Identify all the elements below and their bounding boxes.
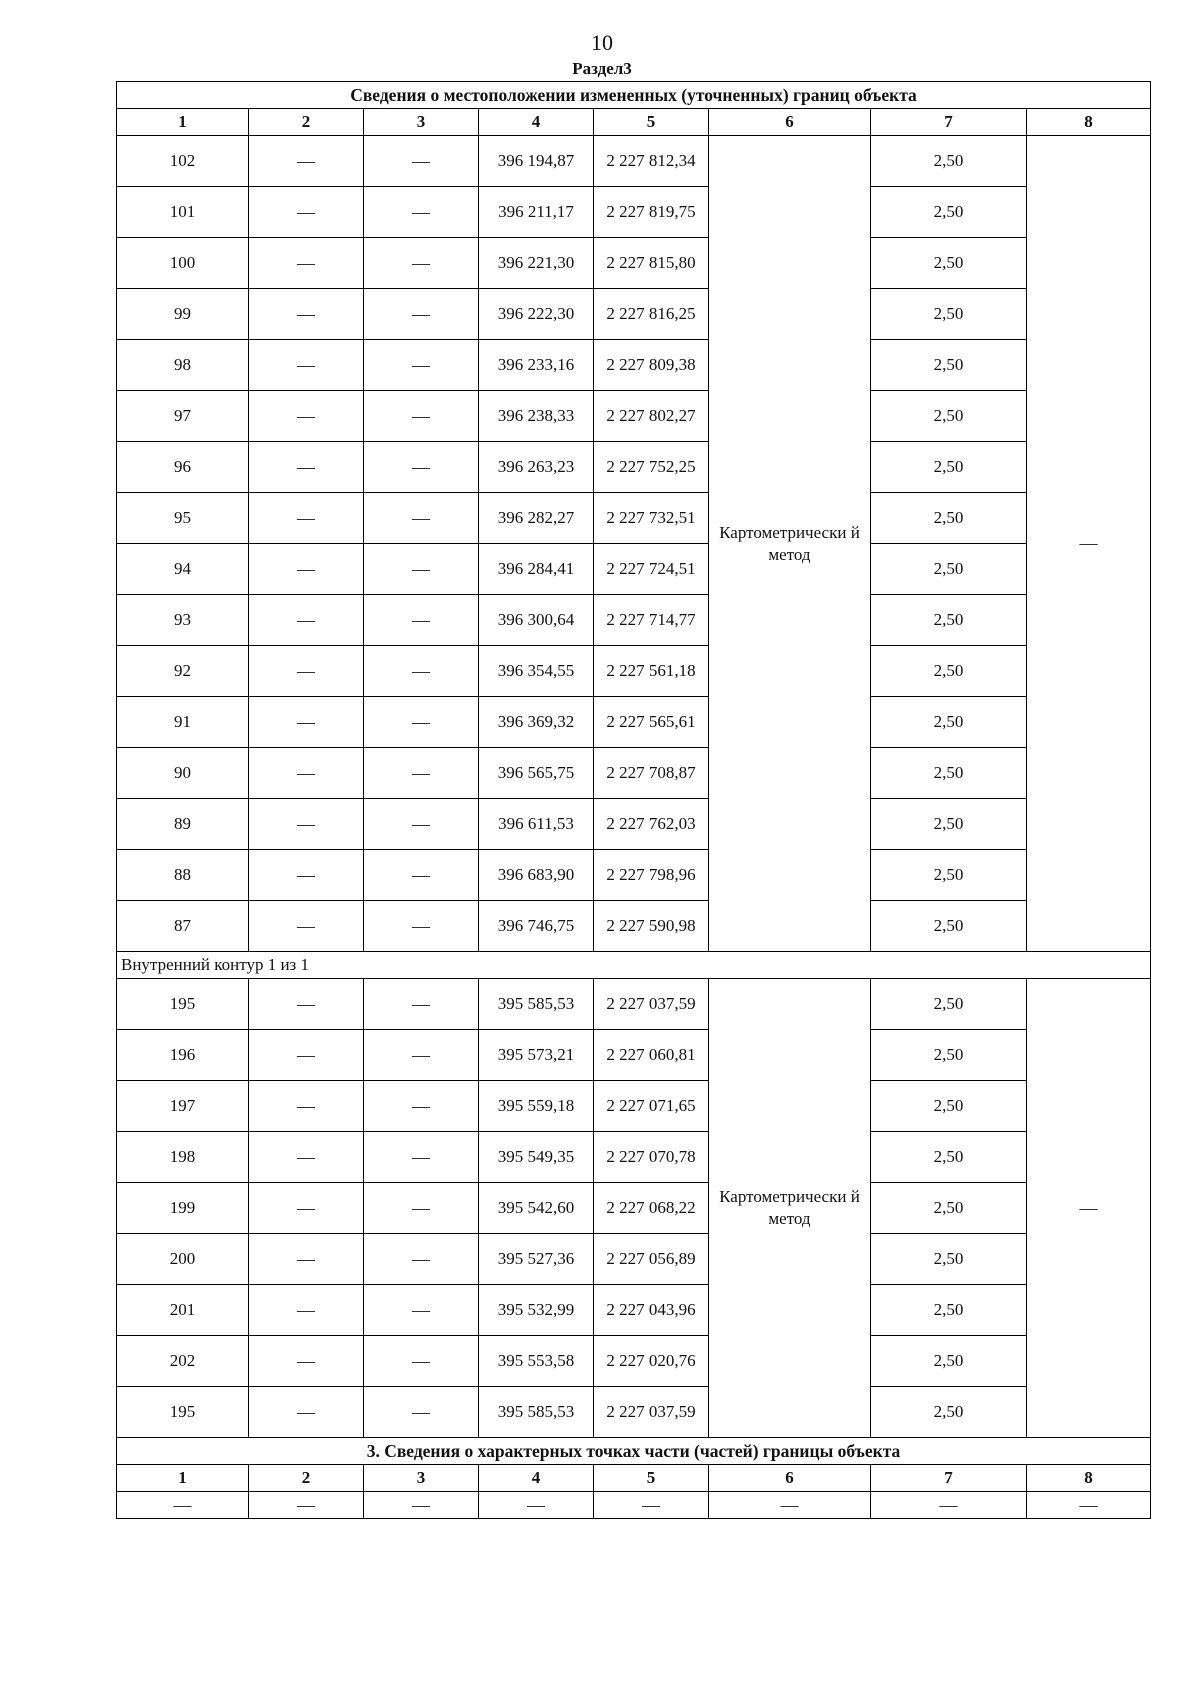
point-number: 201 (117, 1285, 249, 1336)
boundary-table (116, 81, 1151, 1519)
point-number: 200 (117, 1234, 249, 1285)
table-row (117, 544, 1151, 595)
accuracy-value: 2,50 (871, 1030, 1027, 1081)
table-row (117, 1132, 1151, 1183)
col3-value: — (364, 850, 479, 901)
point-number: 199 (117, 1183, 249, 1234)
accuracy-value: 2,50 (871, 697, 1027, 748)
empty-cell: — (364, 1492, 479, 1519)
table1-title-row (117, 82, 1151, 109)
x-coordinate: 395 585,53 (479, 1387, 594, 1438)
col3-value: — (364, 1081, 479, 1132)
point-number: 94 (117, 544, 249, 595)
y-coordinate: 2 227 037,59 (594, 1387, 709, 1438)
col2-value: — (249, 238, 364, 289)
column-header: 6 (709, 1465, 871, 1492)
page-number: 10 (591, 30, 613, 55)
point-number: 95 (117, 493, 249, 544)
col2-value: — (249, 1132, 364, 1183)
y-coordinate: 2 227 732,51 (594, 493, 709, 544)
empty-cell: — (117, 1492, 249, 1519)
point-number: 102 (117, 136, 249, 187)
point-number: 99 (117, 289, 249, 340)
table-row (117, 442, 1151, 493)
col3-value: — (364, 544, 479, 595)
table-row (117, 1234, 1151, 1285)
column-header: 2 (249, 109, 364, 136)
table-row (117, 391, 1151, 442)
accuracy-value: 2,50 (871, 901, 1027, 952)
table-row (117, 697, 1151, 748)
table-row (117, 136, 1151, 187)
point-number: 96 (117, 442, 249, 493)
col3-value: — (364, 391, 479, 442)
col2-value: — (249, 595, 364, 646)
point-number: 88 (117, 850, 249, 901)
table-row (117, 289, 1151, 340)
point-number: 92 (117, 646, 249, 697)
x-coordinate: 395 553,58 (479, 1336, 594, 1387)
y-coordinate: 2 227 762,03 (594, 799, 709, 850)
column-header: 8 (1027, 109, 1151, 136)
table-row (117, 595, 1151, 646)
x-coordinate: 395 559,18 (479, 1081, 594, 1132)
accuracy-value: 2,50 (871, 595, 1027, 646)
col2-value: — (249, 1336, 364, 1387)
col3-value: — (364, 697, 479, 748)
x-coordinate: 396 238,33 (479, 391, 594, 442)
accuracy-value: 2,50 (871, 1285, 1027, 1336)
table-row (117, 1387, 1151, 1438)
col3-value: — (364, 1234, 479, 1285)
point-number: 100 (117, 238, 249, 289)
y-coordinate: 2 227 020,76 (594, 1336, 709, 1387)
col3-value: — (364, 595, 479, 646)
x-coordinate: 396 746,75 (479, 901, 594, 952)
empty-cell: — (594, 1492, 709, 1519)
y-coordinate: 2 227 708,87 (594, 748, 709, 799)
x-coordinate: 396 300,64 (479, 595, 594, 646)
accuracy-value: 2,50 (871, 799, 1027, 850)
table-row (117, 1285, 1151, 1336)
x-coordinate: 396 222,30 (479, 289, 594, 340)
col2-value: — (249, 493, 364, 544)
x-coordinate: 396 221,30 (479, 238, 594, 289)
col3-value: — (364, 289, 479, 340)
x-coordinate: 395 549,35 (479, 1132, 594, 1183)
col2-value: — (249, 136, 364, 187)
x-coordinate: 396 194,87 (479, 136, 594, 187)
y-coordinate: 2 227 043,96 (594, 1285, 709, 1336)
x-coordinate: 396 233,16 (479, 340, 594, 391)
y-coordinate: 2 227 565,61 (594, 697, 709, 748)
x-coordinate: 395 527,36 (479, 1234, 594, 1285)
table2-title-row (117, 1438, 1151, 1465)
point-number: 202 (117, 1336, 249, 1387)
y-coordinate: 2 227 590,98 (594, 901, 709, 952)
y-coordinate: 2 227 819,75 (594, 187, 709, 238)
x-coordinate: 395 573,21 (479, 1030, 594, 1081)
column-header: 5 (594, 1465, 709, 1492)
col3-value: — (364, 1336, 479, 1387)
y-coordinate: 2 227 037,59 (594, 979, 709, 1030)
x-coordinate: 396 683,90 (479, 850, 594, 901)
accuracy-value: 2,50 (871, 136, 1027, 187)
table-row (117, 748, 1151, 799)
col3-value: — (364, 136, 479, 187)
point-number: 89 (117, 799, 249, 850)
table-row (117, 1336, 1151, 1387)
x-coordinate: 396 211,17 (479, 187, 594, 238)
x-coordinate: 395 585,53 (479, 979, 594, 1030)
x-coordinate: 395 532,99 (479, 1285, 594, 1336)
point-number: 197 (117, 1081, 249, 1132)
empty-cell: — (871, 1492, 1027, 1519)
accuracy-value: 2,50 (871, 1387, 1027, 1438)
contour-label: Внутренний контур 1 из 1 (117, 952, 1151, 979)
y-coordinate: 2 227 561,18 (594, 646, 709, 697)
col3-value: — (364, 1387, 479, 1438)
x-coordinate: 396 263,23 (479, 442, 594, 493)
col2-value: — (249, 748, 364, 799)
accuracy-value: 2,50 (871, 442, 1027, 493)
point-number: 98 (117, 340, 249, 391)
table-row (117, 340, 1151, 391)
y-coordinate: 2 227 812,34 (594, 136, 709, 187)
col2-value: — (249, 340, 364, 391)
accuracy-value: 2,50 (871, 646, 1027, 697)
col2-value: — (249, 187, 364, 238)
col2-value: — (249, 289, 364, 340)
col8-cell: — (1027, 979, 1151, 1438)
table-row (117, 979, 1151, 1030)
table-row (117, 238, 1151, 289)
y-coordinate: 2 227 068,22 (594, 1183, 709, 1234)
table2-title: 3. Сведения о характерных точках части (частей) границы объекта (117, 1438, 1151, 1465)
point-number: 97 (117, 391, 249, 442)
point-number: 91 (117, 697, 249, 748)
col2-value: — (249, 850, 364, 901)
accuracy-value: 2,50 (871, 493, 1027, 544)
col2-value: — (249, 1285, 364, 1336)
empty-cell: — (1027, 1492, 1151, 1519)
x-coordinate: 396 354,55 (479, 646, 594, 697)
y-coordinate: 2 227 056,89 (594, 1234, 709, 1285)
x-coordinate: 396 282,27 (479, 493, 594, 544)
col2-value: — (249, 697, 364, 748)
point-number: 195 (117, 979, 249, 1030)
col2-value: — (249, 646, 364, 697)
accuracy-value: 2,50 (871, 748, 1027, 799)
col3-value: — (364, 1030, 479, 1081)
accuracy-value: 2,50 (871, 187, 1027, 238)
y-coordinate: 2 227 798,96 (594, 850, 709, 901)
col2-value: — (249, 1234, 364, 1285)
col2-value: — (249, 1387, 364, 1438)
point-number: 93 (117, 595, 249, 646)
x-coordinate: 396 369,32 (479, 697, 594, 748)
accuracy-value: 2,50 (871, 238, 1027, 289)
x-coordinate: 396 611,53 (479, 799, 594, 850)
table-row (117, 646, 1151, 697)
column-header: 4 (479, 1465, 594, 1492)
col2-value: — (249, 1081, 364, 1132)
col3-value: — (364, 238, 479, 289)
table-row (117, 850, 1151, 901)
point-number: 198 (117, 1132, 249, 1183)
col2-value: — (249, 1183, 364, 1234)
table-row (117, 1081, 1151, 1132)
col3-value: — (364, 799, 479, 850)
y-coordinate: 2 227 071,65 (594, 1081, 709, 1132)
column-header: 4 (479, 109, 594, 136)
table1-header-row (117, 109, 1151, 136)
table-row (117, 1183, 1151, 1234)
table2-header-row (117, 1465, 1151, 1492)
accuracy-value: 2,50 (871, 979, 1027, 1030)
table-row (117, 493, 1151, 544)
x-coordinate: 396 565,75 (479, 748, 594, 799)
empty-cell: — (709, 1492, 871, 1519)
col8-cell: — (1027, 136, 1151, 952)
accuracy-value: 2,50 (871, 1132, 1027, 1183)
col2-value: — (249, 391, 364, 442)
point-number: 195 (117, 1387, 249, 1438)
table2-empty-row (117, 1492, 1151, 1519)
accuracy-value: 2,50 (871, 289, 1027, 340)
col3-value: — (364, 1132, 479, 1183)
method-cell: Картометрически й метод (709, 136, 871, 952)
column-header: 7 (871, 1465, 1027, 1492)
table-row (117, 901, 1151, 952)
col2-value: — (249, 1030, 364, 1081)
col3-value: — (364, 187, 479, 238)
accuracy-value: 2,50 (871, 391, 1027, 442)
col2-value: — (249, 901, 364, 952)
column-header: 3 (364, 1465, 479, 1492)
col3-value: — (364, 340, 479, 391)
y-coordinate: 2 227 060,81 (594, 1030, 709, 1081)
col3-value: — (364, 646, 479, 697)
y-coordinate: 2 227 816,25 (594, 289, 709, 340)
col2-value: — (249, 979, 364, 1030)
method-cell: Картометрически й метод (709, 979, 871, 1438)
point-number: 90 (117, 748, 249, 799)
point-number: 87 (117, 901, 249, 952)
column-header: 5 (594, 109, 709, 136)
col3-value: — (364, 979, 479, 1030)
y-coordinate: 2 227 070,78 (594, 1132, 709, 1183)
column-header: 3 (364, 109, 479, 136)
point-number: 196 (117, 1030, 249, 1081)
table1-title: Сведения о местоположении измененных (уточненных) границ объекта (117, 82, 1151, 109)
accuracy-value: 2,50 (871, 1234, 1027, 1285)
accuracy-value: 2,50 (871, 1336, 1027, 1387)
table-row (117, 187, 1151, 238)
col2-value: — (249, 544, 364, 595)
col3-value: — (364, 442, 479, 493)
y-coordinate: 2 227 809,38 (594, 340, 709, 391)
empty-cell: — (479, 1492, 594, 1519)
col3-value: — (364, 748, 479, 799)
x-coordinate: 396 284,41 (479, 544, 594, 595)
accuracy-value: 2,50 (871, 1081, 1027, 1132)
section-label: Раздел3 (572, 59, 632, 78)
accuracy-value: 2,50 (871, 1183, 1027, 1234)
y-coordinate: 2 227 815,80 (594, 238, 709, 289)
accuracy-value: 2,50 (871, 544, 1027, 595)
accuracy-value: 2,50 (871, 850, 1027, 901)
y-coordinate: 2 227 802,27 (594, 391, 709, 442)
col3-value: — (364, 901, 479, 952)
x-coordinate: 395 542,60 (479, 1183, 594, 1234)
y-coordinate: 2 227 724,51 (594, 544, 709, 595)
point-number: 101 (117, 187, 249, 238)
column-header: 6 (709, 109, 871, 136)
table-row (117, 799, 1151, 850)
y-coordinate: 2 227 714,77 (594, 595, 709, 646)
empty-cell: — (249, 1492, 364, 1519)
column-header: 8 (1027, 1465, 1151, 1492)
col2-value: — (249, 799, 364, 850)
col3-value: — (364, 1183, 479, 1234)
column-header: 2 (249, 1465, 364, 1492)
col3-value: — (364, 493, 479, 544)
column-header: 7 (871, 109, 1027, 136)
column-header: 1 (117, 1465, 249, 1492)
accuracy-value: 2,50 (871, 340, 1027, 391)
table-row (117, 1030, 1151, 1081)
y-coordinate: 2 227 752,25 (594, 442, 709, 493)
column-header: 1 (117, 109, 249, 136)
contour-row (117, 952, 1151, 979)
col2-value: — (249, 442, 364, 493)
col3-value: — (364, 1285, 479, 1336)
